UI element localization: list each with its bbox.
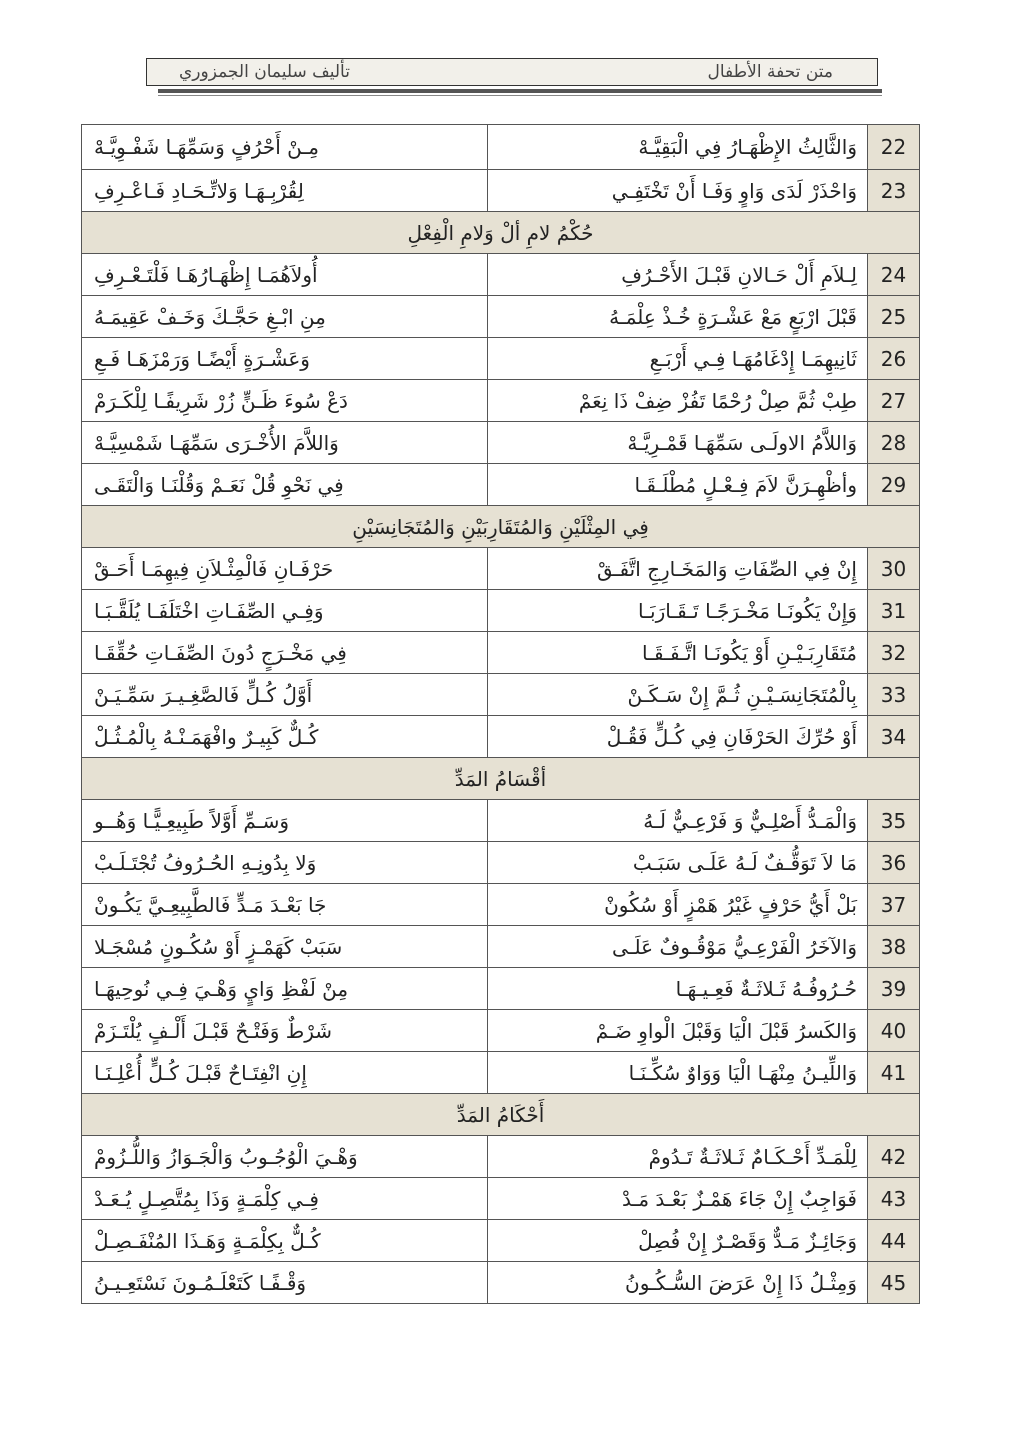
verse-second-hemistich-cell — [82, 842, 488, 884]
verse-first-hemistich: وَمِثْـلُ ذَا إِنْ عَرَضَ السُّـكُـونُ — [488, 1262, 868, 1304]
verse-first-hemistich: وَإِنْ يَكُونَـا مَخْـرَجًـا تَـقَـارَبَـا — [488, 590, 868, 632]
section-title: أَحْكَامُ المَدِّ — [82, 1094, 920, 1136]
verse-second-hemistich: مِنِ ابْـغِ حَجَّـكَ وَخَـفْ عَقِيمَـهُ — [94, 304, 326, 329]
verse-second-hemistich-cell — [82, 926, 488, 968]
verse-second-hemistich: وَسَـمِّ أَوَّلاً طَبِيعِـيًّـا وَهُــو — [94, 808, 290, 833]
verse-second-hemistich: شَرْطٌ وَفَتْـحٌ قَبْـلَ أَلْـفٍ يُلْتَـزَمْ — [94, 1018, 333, 1043]
verse-first-hemistich: وَاللاَّمُ الاولَـى سَمِّهَـا قَمْـرِيَّـهْ — [488, 422, 868, 464]
verse-first-hemistich: لِلْمَـدِّ أَحْـكَـامٌ ثَـلاثَـةٌ تَـدُومْ — [488, 1136, 868, 1178]
verse-second-hemistich: كُـلٌّ بِكِلْمَـةٍ وَهَـذَا المُنْفَـصِـلْ — [94, 1228, 321, 1253]
verse-row — [82, 590, 920, 632]
verse-first-hemistich: وَاللِّيـنُ مِنْهَـا الْيَا وَوَاوٌ سُكِّـنَـا — [488, 1052, 868, 1094]
verse-first-hemistich: وَاحْذَرْ لَدَى وَاوٍ وَفَـا أَنْ تَخْتَفِـي — [488, 170, 868, 212]
verse-number: 31 — [868, 590, 920, 632]
verse-row — [82, 800, 920, 842]
verse-second-hemistich-cell — [82, 464, 488, 506]
verse-row — [82, 125, 920, 170]
section-title: فِي المِثْلَيْنِ وَالمُتَقَارِبَيْنِ وَالمُتَجَانِسَيْنِ — [82, 506, 920, 548]
verse-second-hemistich-cell — [82, 1010, 488, 1052]
verse-row — [82, 1262, 920, 1304]
section-heading-row — [82, 758, 920, 800]
verse-second-hemistich-cell — [82, 1136, 488, 1178]
section-heading-row — [82, 212, 920, 254]
verse-second-hemistich: فِـي كِلْمَـةٍ وَذَا بِمُتَّصِـلٍ يُـعَـدْ — [94, 1186, 319, 1211]
verse-row — [82, 884, 920, 926]
verse-second-hemistich-cell — [82, 254, 488, 296]
verse-second-hemistich: جَا بَعْـدَ مَـدٍّ فَالطَّبِيعِـيَّ يَكُـونْ — [94, 892, 327, 917]
verse-second-hemistich-cell — [82, 338, 488, 380]
verse-second-hemistich-cell — [82, 1052, 488, 1094]
author-label: تأليف سليمان الجمزوري — [179, 62, 350, 82]
verse-first-hemistich: مُتَقَارِبَـيْـنِ أَوْ يَكُونَـا اتَّـفَـقَـا — [488, 632, 868, 674]
verse-second-hemistich-cell — [82, 716, 488, 758]
verse-second-hemistich-cell — [82, 800, 488, 842]
verse-number: 30 — [868, 548, 920, 590]
poem-body — [82, 125, 920, 1304]
verse-second-hemistich-cell — [82, 125, 488, 170]
verse-first-hemistich: قَبْلَ ارْبَعٍ مَعْ عَشْـرَةٍ خُـذْ عِلْمَـهُ — [488, 296, 868, 338]
verse-second-hemistich: وَقْـفًـا كَتَعْلَـمُـونَ نَسْتَعِـيـنُ — [94, 1270, 307, 1295]
verse-number: 39 — [868, 968, 920, 1010]
verse-second-hemistich: كُـلٌّ كَبِيـرٌ وافْهَمَـنْـهُ بِالْمُـثُـلْ — [94, 724, 319, 749]
section-heading-row — [82, 1094, 920, 1136]
verse-first-hemistich: بَلْ أَيُّ حَرْفٍ غَيْرُ هَمْزٍ أَوْ سُكُونْ — [488, 884, 868, 926]
verse-second-hemistich-cell — [82, 296, 488, 338]
verse-number: 27 — [868, 380, 920, 422]
verse-row — [82, 1178, 920, 1220]
verse-second-hemistich-cell — [82, 1220, 488, 1262]
verse-first-hemistich: أَوْ حُرِّكَ الحَرْفَانِ فِي كُـلٍّ فَقُـلْ — [488, 716, 868, 758]
verse-number: 36 — [868, 842, 920, 884]
verse-second-hemistich: فِي مَخْـرَجٍ دُونَ الصِّفَـاتِ حُقِّقَـا — [94, 640, 347, 665]
verse-first-hemistich: إِنْ فِي الصِّفَاتِ وَالمَخَـارِجِ اتَّفَـقْ — [488, 548, 868, 590]
poem-table — [81, 124, 920, 1304]
verse-second-hemistich: مِنْ لَفْظِ وَايٍ وَهْـيَ فِـي نُوحِيهَـا — [94, 976, 349, 1001]
verse-second-hemistich-cell — [82, 968, 488, 1010]
verse-row — [82, 926, 920, 968]
verse-row — [82, 422, 920, 464]
verse-row — [82, 1052, 920, 1094]
verse-number: 41 — [868, 1052, 920, 1094]
verse-number: 33 — [868, 674, 920, 716]
book-title: متن تحفة الأطفال — [707, 62, 833, 82]
header-rule-thin — [158, 95, 882, 96]
verse-row — [82, 674, 920, 716]
verse-row — [82, 716, 920, 758]
verse-first-hemistich: ثَانِيهِمَـا إِدْغَامُهَـا فِـي أَرْبَـعِ — [488, 338, 868, 380]
verse-row — [82, 170, 920, 212]
verse-row — [82, 464, 920, 506]
verse-row — [82, 254, 920, 296]
page-header — [146, 58, 878, 86]
verse-number: 35 — [868, 800, 920, 842]
verse-first-hemistich: وَالثَّالِثُ الإِظْهَـارُ فِي الْبَقِيَّـهْ — [488, 125, 868, 170]
verse-number: 29 — [868, 464, 920, 506]
verse-number: 32 — [868, 632, 920, 674]
verse-second-hemistich: سَبَبْ كَهَمْـزٍ أَوْ سُكُـونٍ مُسْجَـلا — [94, 934, 343, 959]
verse-first-hemistich: بِالْمُتَجَانِسَـيْـنِ ثُـمَّ إِنْ سَـكَـنْ — [488, 674, 868, 716]
verse-number: 22 — [868, 125, 920, 170]
verse-second-hemistich-cell — [82, 632, 488, 674]
verse-second-hemistich-cell — [82, 590, 488, 632]
verse-second-hemistich-cell — [82, 380, 488, 422]
verse-row — [82, 1220, 920, 1262]
verse-row — [82, 968, 920, 1010]
verse-second-hemistich: حَرْفَـانِ فَالْمِثْـلاَنِ فِيهِمَـا أَحَـقْ — [94, 556, 334, 581]
verse-number: 44 — [868, 1220, 920, 1262]
verse-number: 25 — [868, 296, 920, 338]
verse-number: 37 — [868, 884, 920, 926]
verse-number: 23 — [868, 170, 920, 212]
verse-row — [82, 338, 920, 380]
verse-second-hemistich: وَهْـيَ الْوُجُـوبُ وَالْجَـوَازُ وَاللُّـزُومْ — [94, 1144, 358, 1169]
verse-row — [82, 632, 920, 674]
verse-row — [82, 548, 920, 590]
verse-second-hemistich: وَعَشْـرَةٍ أَيْضًـا وَرَمْزَهَـا فَـعِ — [94, 346, 310, 371]
verse-row — [82, 842, 920, 884]
section-heading-row — [82, 506, 920, 548]
verse-number: 40 — [868, 1010, 920, 1052]
verse-second-hemistich-cell — [82, 1178, 488, 1220]
verse-second-hemistich: دَعْ سُوءَ ظَـنٍّ زُرْ شَرِيفًـا لِلْكَـرَمْ — [94, 388, 348, 413]
verse-first-hemistich: مَا لاَ تَوَقُّـفٌ لَـهُ عَلَـى سَبَـبْ — [488, 842, 868, 884]
verse-number: 42 — [868, 1136, 920, 1178]
verse-first-hemistich: وَالآخَرُ الْفَرْعِـيُّ مَوْقُـوفٌ عَلَـى — [488, 926, 868, 968]
verse-number: 24 — [868, 254, 920, 296]
verse-second-hemistich: وَلا بِدُونِـهِ الحُـرُوفُ تُجْتَـلَـبْ — [94, 850, 317, 875]
verse-second-hemistich-cell — [82, 170, 488, 212]
verse-number: 28 — [868, 422, 920, 464]
verse-row — [82, 1136, 920, 1178]
verse-second-hemistich-cell — [82, 674, 488, 716]
verse-second-hemistich-cell — [82, 884, 488, 926]
verse-second-hemistich: إِنِ انْفِتَـاحٌ قَبْـلَ كُـلٍّ أُعْلِـنَـا — [94, 1060, 307, 1085]
verse-second-hemistich: لِقُرْبِـهَـا وَلاتِّـحَـادِ فَـاعْـرِفِ — [94, 178, 304, 203]
verse-second-hemistich: أَوَّلُ كُـلٍّ فَالصَّغِـيـرَ سَمِّـيَـنْ — [94, 682, 313, 707]
verse-first-hemistich: طِبْ ثُمَّ صِلْ رُحْمًا تَفُزْ ضِفْ ذَا نِعَمْ — [488, 380, 868, 422]
verse-number: 26 — [868, 338, 920, 380]
verse-first-hemistich: لِـلاَمِ أَلْ حَـالانِ قَبْـلَ الأَحْـرُفِ — [488, 254, 868, 296]
verse-first-hemistich: وأظْهِـرَنَّ لاَمَ فِـعْـلٍ مُطْلَـقَـا — [488, 464, 868, 506]
verse-second-hemistich-cell — [82, 548, 488, 590]
verse-row — [82, 1010, 920, 1052]
verse-number: 45 — [868, 1262, 920, 1304]
verse-number: 34 — [868, 716, 920, 758]
verse-number: 38 — [868, 926, 920, 968]
verse-first-hemistich: وَجَائِـزٌ مَـدٌّ وَقَصْـرٌ إِنْ فُصِلْ — [488, 1220, 868, 1262]
verse-second-hemistich-cell — [82, 422, 488, 464]
verse-second-hemistich: مِـنْ أَحْرُفٍ وَسَمِّهَـا شَفْـوِيَّـهْ — [94, 135, 319, 159]
section-title: أقْسَامُ المَدِّ — [82, 758, 920, 800]
verse-first-hemistich: وَالكَسرُ قَبْلَ الْيَا وَقَبْلَ الْواوِ ضَـمْ — [488, 1010, 868, 1052]
verse-second-hemistich-cell — [82, 1262, 488, 1304]
verse-second-hemistich: وَاللاَّمَ الأُخْـرَى سَمِّهَـا شَمْسِيَّـهْ — [94, 430, 339, 455]
verse-first-hemistich: وَالْمَـدُّ أَصْلِـيٌّ وَ فَرْعِـيٌّ لَـهُ — [488, 800, 868, 842]
verse-number: 43 — [868, 1178, 920, 1220]
header-rule — [158, 89, 882, 93]
verse-second-hemistich: فِي نَحْوِ قُلْ نَعَـمْ وَقُلْنَـا وَالْتَقَـى — [94, 472, 344, 497]
section-title: حُكْمُ لامِ ألْ وَلامِ الْفِعْلِ — [82, 212, 920, 254]
verse-second-hemistich: أُولاَهُمَـا إِظْهَـارُهَـا فَلْتَـعْـرِفِ — [94, 262, 318, 287]
verse-row — [82, 380, 920, 422]
verse-first-hemistich: فَوَاجِبٌ إِنْ جَاءَ هَمْـزٌ بَعْـدَ مَـدْ — [488, 1178, 868, 1220]
verse-first-hemistich: حُـرُوفُـهُ ثَـلاثَـةٌ فَعِـيـهَـا — [488, 968, 868, 1010]
verse-second-hemistich: وَفِـي الصِّفَـاتِ اخْتَلَفَـا يُلَقَّـبَـا — [94, 598, 324, 623]
verse-row — [82, 296, 920, 338]
